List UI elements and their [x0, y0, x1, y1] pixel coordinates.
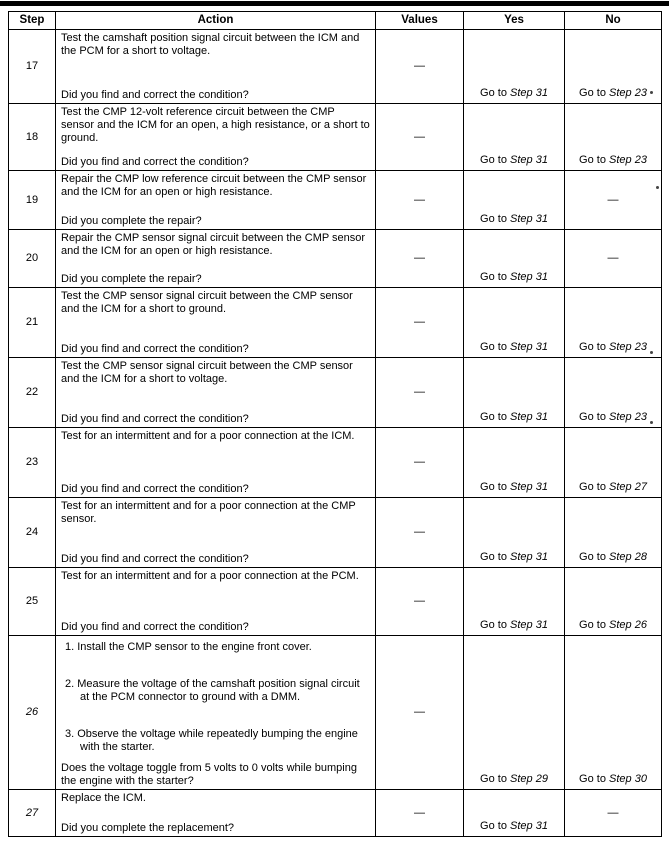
- step-reference: Step 31: [510, 820, 548, 832]
- scan-speck: [656, 186, 659, 189]
- yes-cell: Go to Step 31: [464, 104, 565, 171]
- header-no: No: [565, 12, 662, 30]
- yes-cell: Go to Step 31: [464, 568, 565, 636]
- action-list-item: 1. Install the CMP sensor to the engine front cover.: [65, 641, 312, 653]
- action-text: Repair the CMP sensor signal circuit between the CMP sensor and the ICM for an open or high resistance.: [61, 232, 366, 257]
- action-text: Repair the CMP low reference circuit between the CMP sensor and the ICM for an open or high resistance.: [61, 173, 367, 198]
- action-text: Test the camshaft position signal circuit between the ICM and the PCM for a short to voltage.: [61, 32, 360, 57]
- question-text: Did you complete the repair?: [61, 215, 202, 227]
- action-text: Test for an intermittent and for a poor connection at the PCM.: [61, 570, 359, 582]
- step-reference: Step 31: [510, 87, 548, 99]
- header-yes: Yes: [464, 12, 565, 30]
- action-cell: [56, 104, 376, 171]
- table-row-step-25: [9, 568, 662, 636]
- no-cell: Go to Step 27: [565, 428, 662, 498]
- table-row-step-19: [9, 171, 662, 230]
- question-text: Did you find and correct the condition?: [61, 343, 249, 355]
- step-number: 18: [9, 104, 56, 171]
- yes-cell: Go to Step 31: [464, 498, 565, 568]
- yes-cell: Go to Step 31: [464, 230, 565, 288]
- values-cell: —: [376, 30, 464, 104]
- no-cell: Go to Step 23: [565, 30, 662, 104]
- no-cell: Go to Step 23: [565, 358, 662, 428]
- question-text: Did you find and correct the condition?: [61, 413, 249, 425]
- step-reference: Step 31: [510, 619, 548, 631]
- table-row-step-26: [9, 636, 662, 790]
- step-reference: Step 31: [510, 481, 548, 493]
- step-number: 17: [9, 30, 56, 104]
- step-reference: Step 23: [609, 87, 647, 99]
- step-reference: Step 29: [510, 773, 548, 785]
- yes-cell: Go to Step 29: [464, 636, 565, 790]
- no-cell: —: [565, 171, 662, 230]
- step-reference: Step 30: [609, 773, 647, 785]
- step-reference: Step 31: [510, 341, 548, 353]
- action-text: Test for an intermittent and for a poor connection at the ICM.: [61, 430, 355, 442]
- action-cell: [56, 498, 376, 568]
- question-text: Did you find and correct the condition?: [61, 156, 249, 168]
- step-number: 26: [9, 636, 56, 790]
- table-row-step-18: [9, 104, 662, 171]
- step-reference: Step 28: [609, 551, 647, 563]
- step-reference: Step 27: [609, 481, 647, 493]
- step-reference: Step 23: [609, 154, 647, 166]
- action-cell: [56, 230, 376, 288]
- action-cell: [56, 288, 376, 358]
- values-cell: —: [376, 568, 464, 636]
- step-number: 25: [9, 568, 56, 636]
- scan-speck: [650, 421, 653, 424]
- yes-cell: Go to Step 31: [464, 358, 565, 428]
- yes-cell: Go to Step 31: [464, 288, 565, 358]
- values-cell: —: [376, 288, 464, 358]
- question-text: Did you find and correct the condition?: [61, 553, 249, 565]
- table-row-step-21: [9, 288, 662, 358]
- values-cell: —: [376, 358, 464, 428]
- action-cell: [56, 568, 376, 636]
- values-cell: —: [376, 498, 464, 568]
- step-reference: Step 31: [510, 271, 548, 283]
- no-cell: Go to Step 28: [565, 498, 662, 568]
- table-row-step-27: [9, 790, 662, 837]
- step-reference: Step 23: [609, 411, 647, 423]
- step-reference: Step 31: [510, 551, 548, 563]
- header-step: Step: [9, 12, 56, 30]
- action-text: Test the CMP sensor signal circuit between the CMP sensor and the ICM for a short to voltage.: [61, 360, 353, 385]
- diagnostic-table: [8, 11, 662, 837]
- yes-cell: Go to Step 31: [464, 790, 565, 837]
- step-reference: Step 23: [609, 341, 647, 353]
- action-cell: [56, 428, 376, 498]
- values-cell: —: [376, 230, 464, 288]
- no-cell: Go to Step 30: [565, 636, 662, 790]
- step-number: 22: [9, 358, 56, 428]
- action-list-item: 2. Measure the voltage of the camshaft position signal circuit at the PCM connector to ground with a DMM.: [65, 678, 360, 703]
- step-number: 21: [9, 288, 56, 358]
- scan-speck: [650, 91, 653, 94]
- step-number: 23: [9, 428, 56, 498]
- step-number: 19: [9, 171, 56, 230]
- values-cell: —: [376, 636, 464, 790]
- step-number: 20: [9, 230, 56, 288]
- no-cell: Go to Step 23: [565, 104, 662, 171]
- header-values: Values: [376, 12, 464, 30]
- yes-cell: Go to Step 31: [464, 30, 565, 104]
- question-text: Did you find and correct the condition?: [61, 89, 249, 101]
- table-row-step-24: [9, 498, 662, 568]
- action-step-list: [61, 638, 370, 754]
- step-number: 27: [9, 790, 56, 837]
- action-cell: [56, 30, 376, 104]
- action-cell: [56, 358, 376, 428]
- page-top-rule: [0, 1, 669, 6]
- step-reference: Step 31: [510, 154, 548, 166]
- scan-speck: [650, 351, 653, 354]
- yes-cell: Go to Step 31: [464, 171, 565, 230]
- action-list-item: 3. Observe the voltage while repeatedly bumping the engine with the starter.: [65, 728, 358, 753]
- no-cell: —: [565, 230, 662, 288]
- values-cell: —: [376, 104, 464, 171]
- question-text: Did you find and correct the condition?: [61, 483, 249, 495]
- values-cell: —: [376, 171, 464, 230]
- no-cell: —: [565, 790, 662, 837]
- action-cell: [56, 790, 376, 837]
- no-cell: Go to Step 26: [565, 568, 662, 636]
- header-action: Action: [56, 12, 376, 30]
- action-cell: [56, 171, 376, 230]
- action-text: Test the CMP sensor signal circuit between the CMP sensor and the ICM for a short to ground.: [61, 290, 353, 315]
- values-cell: —: [376, 790, 464, 837]
- question-text: Did you find and correct the condition?: [61, 621, 249, 633]
- step-reference: Step 31: [510, 213, 548, 225]
- step-number: 24: [9, 498, 56, 568]
- step-reference: Step 31: [510, 411, 548, 423]
- action-cell: [56, 636, 376, 790]
- question-text: Did you complete the replacement?: [61, 822, 235, 834]
- question-text: Did you complete the repair?: [61, 273, 202, 285]
- action-text: Replace the ICM.: [61, 792, 146, 804]
- values-cell: —: [376, 428, 464, 498]
- no-cell: Go to Step 23: [565, 288, 662, 358]
- table-row-step-22: [9, 358, 662, 428]
- table-row-step-17: [9, 30, 662, 104]
- yes-cell: Go to Step 31: [464, 428, 565, 498]
- header-row: [9, 12, 662, 30]
- table-row-step-20: [9, 230, 662, 288]
- action-text: Test for an intermittent and for a poor connection at the CMP sensor.: [61, 500, 356, 525]
- action-text: Test the CMP 12-volt reference circuit between the CMP sensor and the ICM for an open, a high resistance, or a short to ground.: [61, 106, 370, 144]
- table-row-step-23: [9, 428, 662, 498]
- step-reference: Step 26: [609, 619, 647, 631]
- question-text: Does the voltage toggle from 5 volts to 0 volts while bumping the engine with the starter?: [61, 762, 357, 787]
